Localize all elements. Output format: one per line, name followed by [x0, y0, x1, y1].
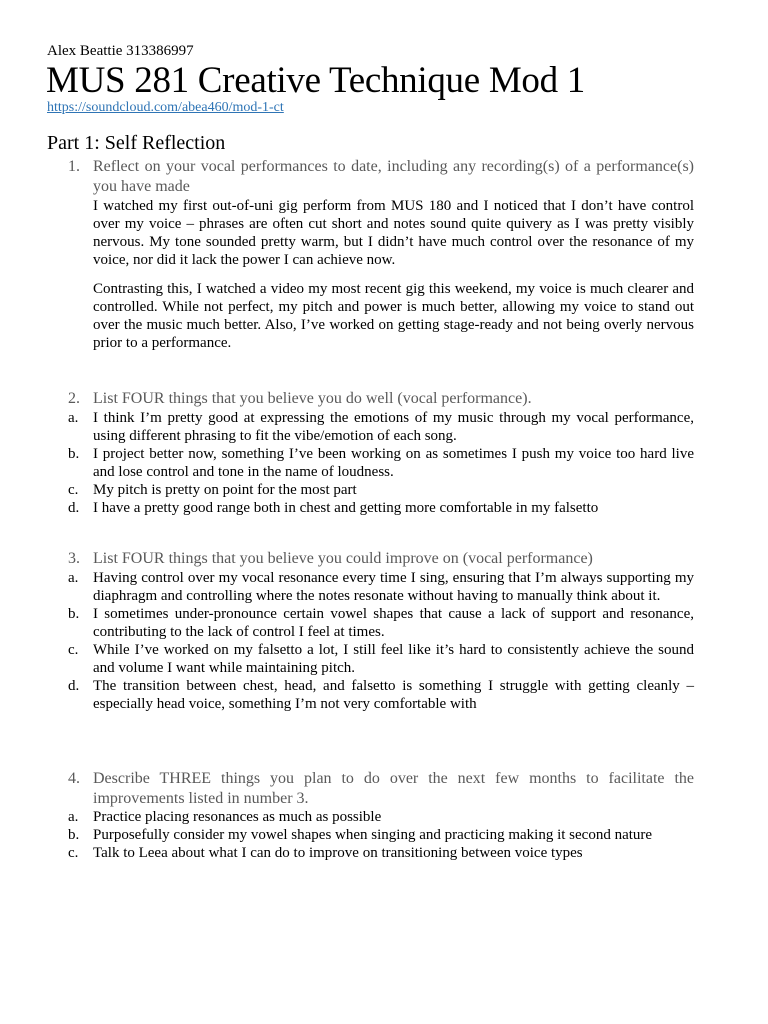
question-text: Describe THREE things you plan to do over the next few months to facilitate the improvements listed in number 3.	[93, 770, 694, 807]
question-number: 2.	[68, 390, 80, 407]
list-item-text: I sometimes under-pronounce certain vowel shapes that cause a lack of support and resonance, contributing to the lack of control I feel at times.	[93, 606, 694, 640]
list-marker: a.	[68, 809, 79, 825]
list-item-text: I project better now, something I’ve been working on as sometimes I push my voice too hard live and lose control and tone in the name of loudness.	[93, 446, 694, 480]
document-title: MUS 281 Creative Technique Mod 1	[46, 60, 585, 101]
list-item-text: The transition between chest, head, and falsetto is something I struggle with getting cleanly – especially head voice, something I’m not very comfortable with	[93, 678, 694, 712]
question-text: Reflect on your vocal performances to date, including any recording(s) of a performance(s) you have made	[93, 158, 694, 195]
list-marker: c.	[68, 482, 79, 498]
question-3	[68, 549, 694, 569]
answer-list	[68, 409, 694, 517]
list-item-text: Purposefully consider my vowel shapes when singing and practicing making it second nature	[93, 827, 653, 843]
list-marker: b.	[68, 827, 80, 843]
question-text: List FOUR things that you believe you could improve on (vocal performance)	[93, 550, 593, 567]
answer-paragraph: Contrasting this, I watched a video my most recent gig this weekend, my voice is much clearer and controlled. While not perfect, my pitch and power is much better, allowing my voice to stand out over the music much better. Also, I’ve worked on getting stage-ready and not being overly nervous prior to a performance.	[93, 281, 694, 351]
list-item-text: I think I’m pretty good at expressing the emotions of my music through my vocal performance, using different phrasing to fit the vibe/emotion of each song.	[93, 410, 694, 444]
answer-paragraph: I watched my first out-of-uni gig perform from MUS 180 and I noticed that I don’t have control over my voice – phrases are often cut short and notes sound quite quivery as I was pretty visibly nervous. My tone sounded pretty warm, but I didn’t have much control over the resonance of my voice, nor did it lack the power I can achieve now.	[93, 198, 694, 268]
question-4	[68, 769, 694, 809]
question-1	[68, 157, 694, 197]
list-marker: c.	[68, 845, 79, 861]
answer-list	[68, 569, 694, 713]
list-marker: b.	[68, 606, 80, 622]
list-item-text: Talk to Leea about what I can do to improve on transitioning between voice types	[93, 845, 583, 861]
list-marker: d.	[68, 500, 80, 516]
list-item	[68, 445, 694, 481]
list-marker: b.	[68, 446, 80, 462]
list-item	[68, 499, 694, 517]
part-heading: Part 1: Self Reflection	[47, 132, 226, 154]
list-marker: a.	[68, 570, 79, 586]
list-marker: c.	[68, 642, 79, 658]
list-marker: a.	[68, 410, 79, 426]
author-line: Alex Beattie 313386997	[47, 43, 194, 59]
list-item	[68, 481, 694, 499]
list-item-text: My pitch is pretty on point for the most part	[93, 482, 357, 498]
list-item	[68, 844, 694, 862]
question-number: 1.	[68, 158, 80, 175]
question-2	[68, 389, 694, 409]
list-item-text: Having control over my vocal resonance every time I sing, ensuring that I’m always supporting my diaphragm and controlling where the notes resonate without having to manually think about it.	[93, 570, 694, 604]
list-item-text: I have a pretty good range both in chest and getting more comfortable in my falsetto	[93, 500, 599, 516]
list-item	[68, 409, 694, 445]
list-item	[68, 826, 694, 844]
list-item-text: Practice placing resonances as much as possible	[93, 809, 382, 825]
list-item	[68, 641, 694, 677]
list-item	[68, 677, 694, 713]
list-item	[68, 569, 694, 605]
question-number: 4.	[68, 770, 80, 787]
list-item	[68, 808, 694, 826]
list-marker: d.	[68, 678, 80, 694]
soundcloud-link[interactable]: https://soundcloud.com/abea460/mod-1-ct	[47, 100, 284, 115]
list-item	[68, 605, 694, 641]
question-number: 3.	[68, 550, 80, 567]
question-text: List FOUR things that you believe you do well (vocal performance).	[93, 390, 532, 407]
list-item-text: While I’ve worked on my falsetto a lot, I still feel like it’s hard to consistently achieve the sound and volume I want while maintaining pitch.	[93, 642, 694, 676]
answer-list	[68, 808, 694, 862]
